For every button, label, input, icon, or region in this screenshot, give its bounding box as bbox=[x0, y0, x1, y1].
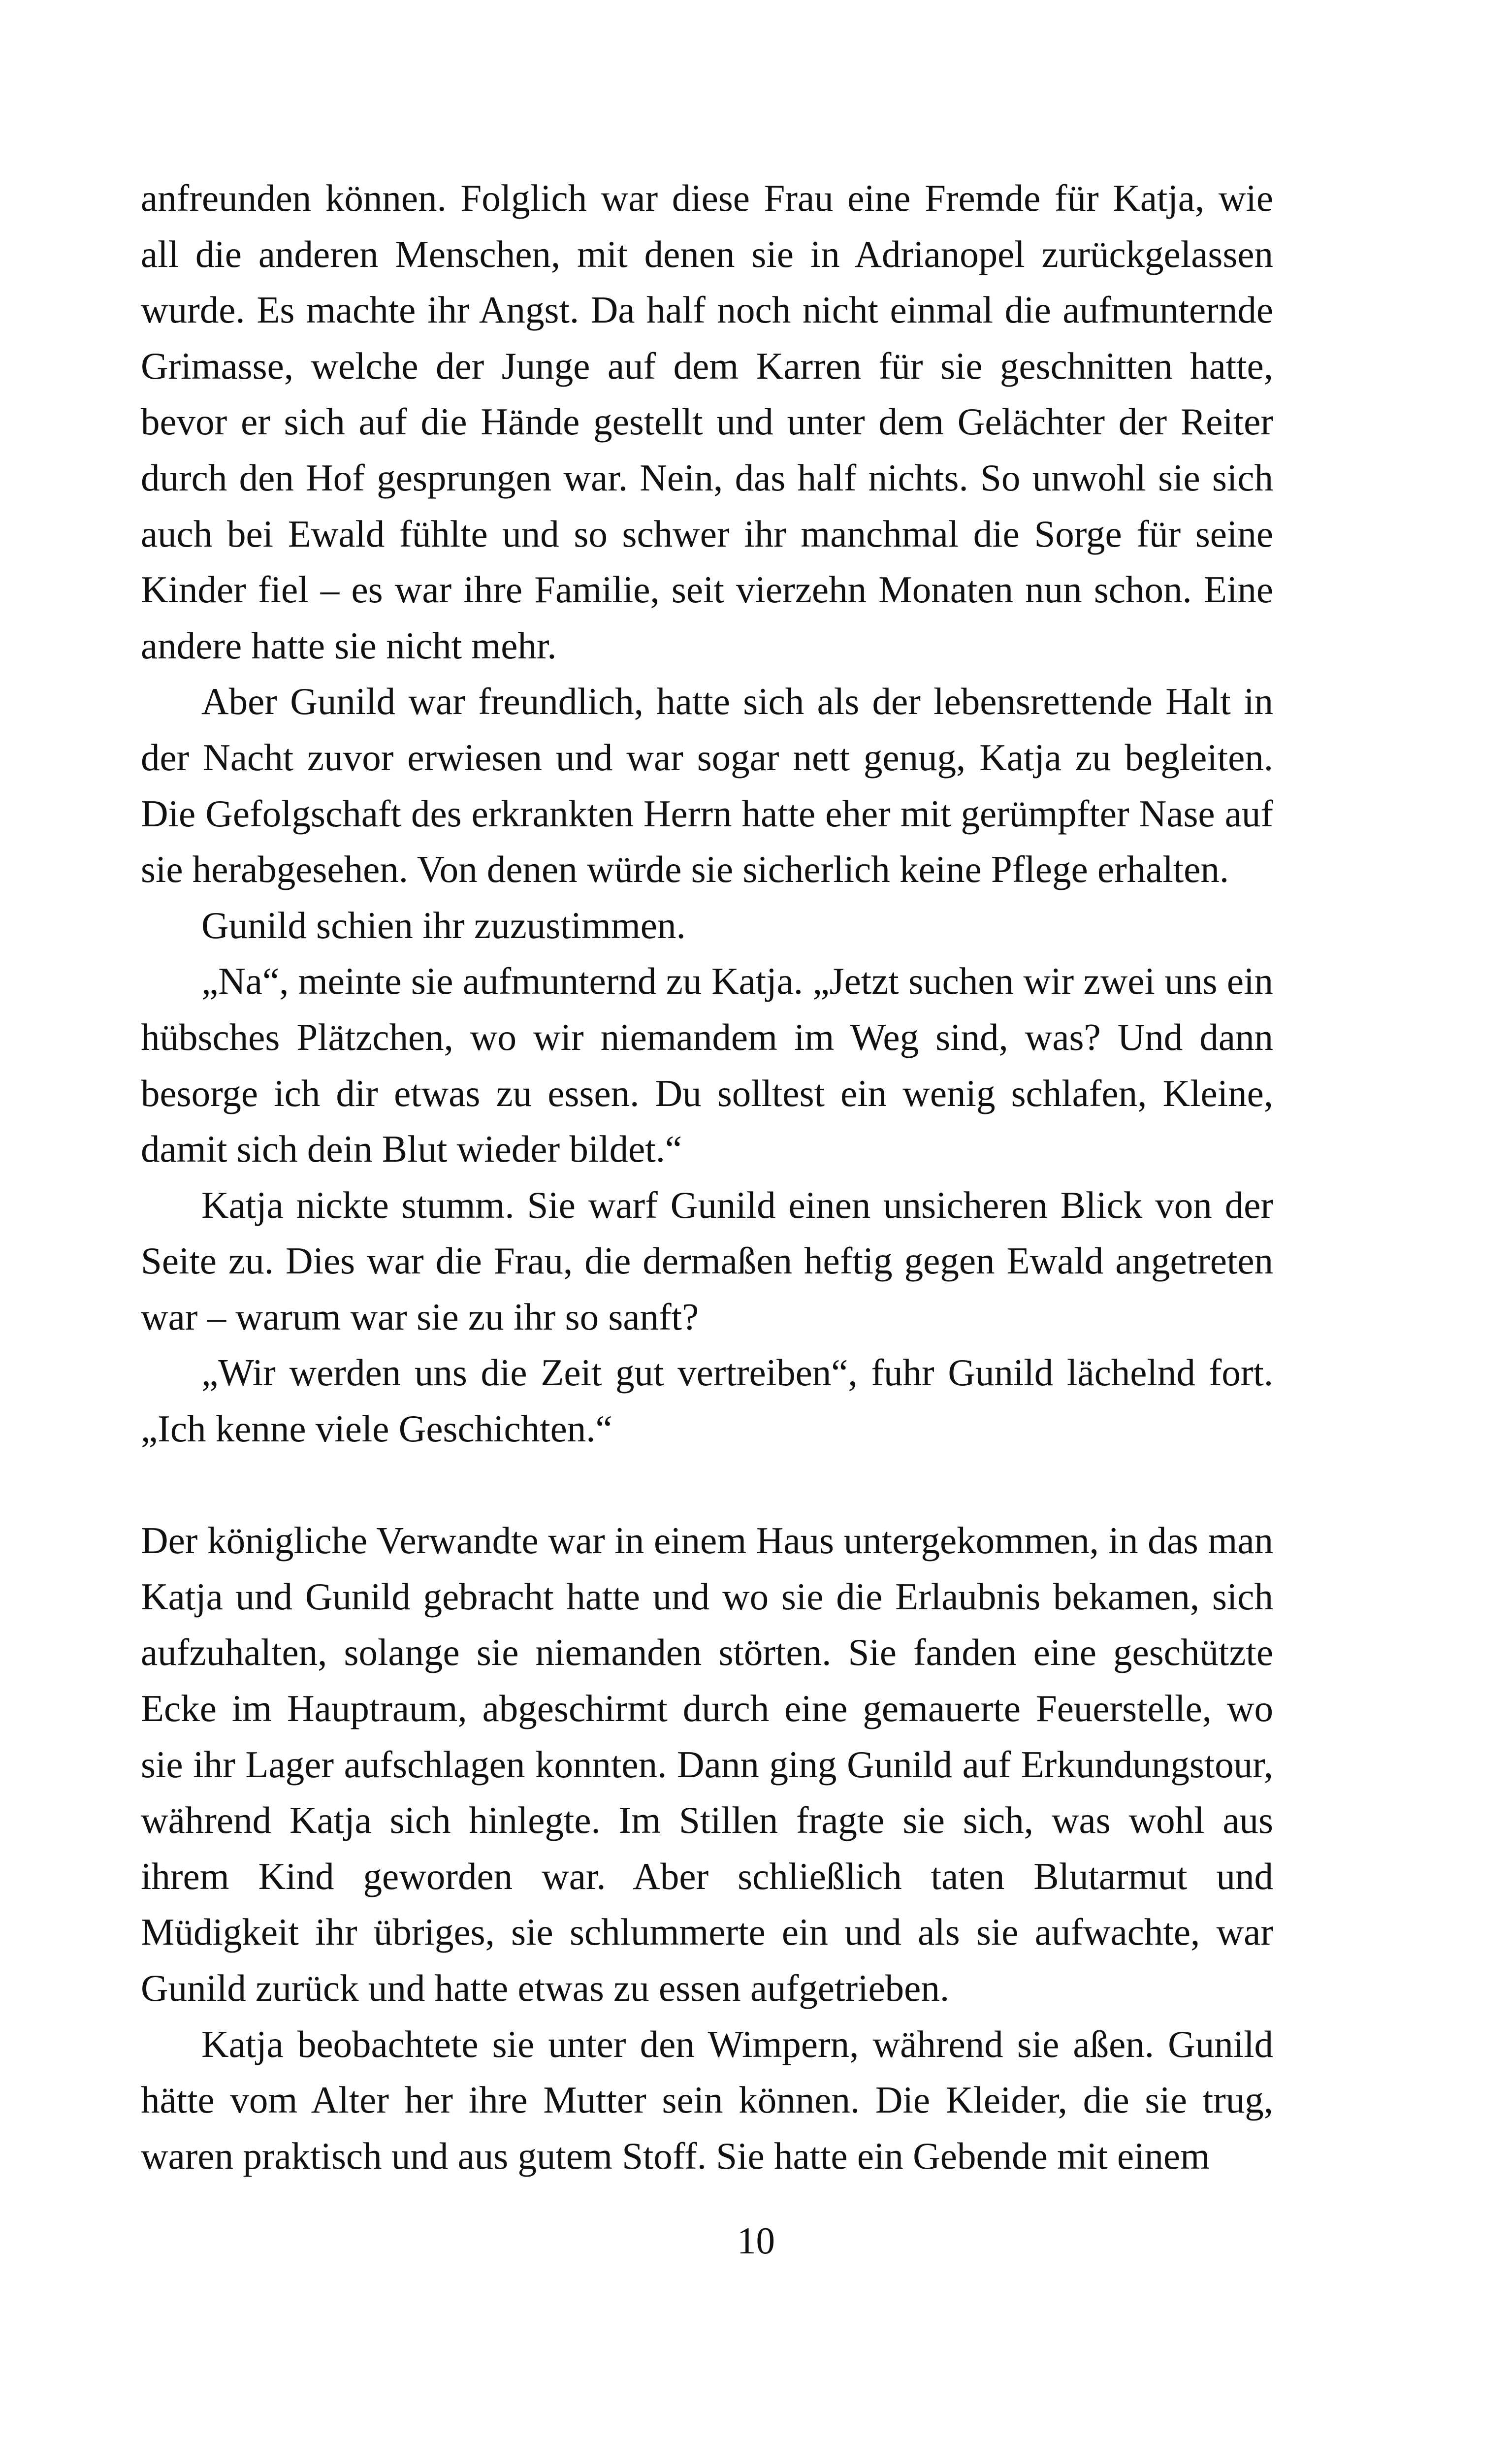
paragraph-continuation: anfreunden können. Folglich war diese Frau eine Fremde für Katja, wie all die anderen Menschen, mit denen sie in Adrianopel zurückgelassen wurde. Es machte ihr Angst. Da half noch nicht einmal die aufmunternde Grimasse, welche der Junge auf dem Karren für sie geschnitten hatte, bevor er sich auf die Hände gestellt und unter dem Gelächter der Reiter durch den Hof gesprungen war. Nein, das half nichts. So unwohl sie sich auch bei Ewald fühlte und so schwer ihr manchmal die Sorge für seine Kinder fiel – es war ihre Familie, seit vierzehn Monaten nun schon. Eine andere hatte sie nicht mehr. bbox=[141, 177, 1273, 667]
dialogue-paragraph: „Na“, meinte sie aufmunternd zu Katja. „Jetzt suchen wir zwei uns ein hübsches Plätzchen, wo wir niemandem im Weg sind, was? Und dann besorge ich dir etwas zu essen. Du solltest ein wenig schlafen, Kleine, damit sich dein Blut wieder bildet.“ bbox=[141, 960, 1273, 1171]
section-first-paragraph: Der königliche Verwandte war in einem Haus untergekommen, in das man Katja und Gunild gebracht hatte und wo sie die Erlaubnis bekamen, sich aufzuhalten, solange sie niemanden störten. Sie fanden eine geschützte Ecke im Hauptraum, abgeschirmt durch eine gemauerte Feuerstelle, wo sie ihr Lager aufschlagen konnten. Dann ging Gunild auf Erkundungstour, während Katja sich hinlegte. Im Stillen fragte sie sich, was wohl aus ihrem Kind geworden war. Aber schließlich taten Blutarmut und Müdigkeit ihr übriges, sie schlummerte ein und als sie aufwachte, war Gunild zurück und hatte etwas zu essen aufgetrieben. bbox=[141, 1519, 1273, 2009]
dialogue-paragraph: „Wir werden uns die Zeit gut vertreiben“, fuhr Gunild lächelnd fort. „Ich kenne viele Geschichten.“ bbox=[141, 1351, 1273, 1450]
paragraph: Katja nickte stumm. Sie warf Gunild einen unsicheren Blick von der Seite zu. Dies war die Frau, die dermaßen heftig gegen Ewald angetreten war – warum war sie zu ihr so sanft? bbox=[141, 1183, 1273, 1338]
paragraph: Aber Gunild war freundlich, hatte sich als der lebensrettende Halt in der Nacht zuvor erwiesen und war sogar nett genug, Katja zu begleiten. Die Gefolgschaft des erkrankten Herrn hatte eher mit gerümpfter Nase auf sie herabgesehen. Von denen würde sie sicherlich keine Pflege erhalten. bbox=[141, 680, 1273, 891]
paragraph: Gunild schien ihr zuzustimmen. bbox=[201, 904, 686, 946]
page-number: 10 bbox=[737, 2219, 775, 2262]
body-text bbox=[141, 170, 1273, 2184]
paragraph: Katja beobachtete sie unter den Wimpern, während sie aßen. Gunild hätte vom Alter her ihre Mutter sein können. Die Kleider, die sie trug, waren praktisch und aus gutem Stoff. Sie hatte ein Gebende mit einem bbox=[141, 2022, 1273, 2177]
